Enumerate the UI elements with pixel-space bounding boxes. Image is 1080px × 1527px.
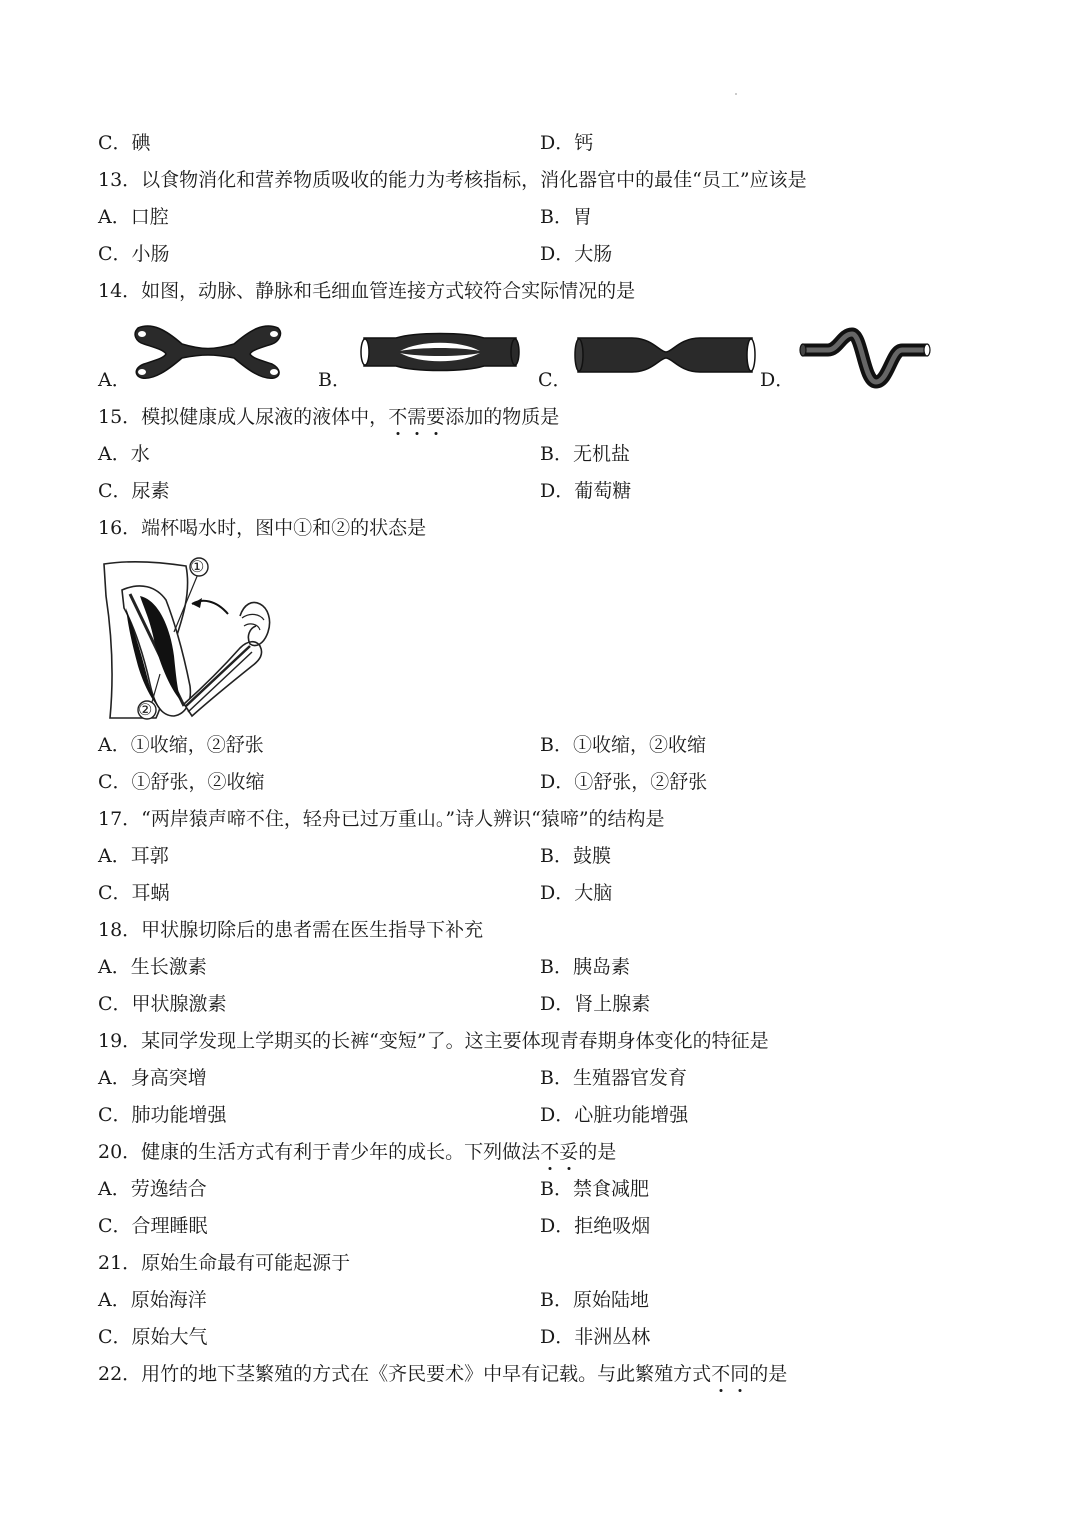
q17-option-c[interactable]: C．耳蜗 xyxy=(98,882,170,904)
q19-option-b[interactable]: B．生殖器官发育 xyxy=(540,1067,687,1089)
q15-option-b[interactable]: B．无机盐 xyxy=(540,443,630,465)
q16-arm-muscle-figure xyxy=(100,556,276,722)
q22-emphasis-1: 不 xyxy=(711,1363,731,1385)
q20-stem-pre: 20．健康的生活方式有利于青少年的成长。下列做法 xyxy=(98,1141,541,1163)
q21-option-d[interactable]: D．非洲丛林 xyxy=(540,1326,651,1348)
q20-stem xyxy=(98,1140,616,1164)
q14-label-b[interactable]: B． xyxy=(318,369,351,391)
q17-stem: 17．“两岸猿声啼不住，轻舟已过万重山。”诗人辨识“猿啼”的结构是 xyxy=(98,808,665,830)
q21-stem: 21．原始生命最有可能起源于 xyxy=(98,1252,351,1274)
q22-stem xyxy=(98,1362,787,1386)
q22-stem-post: 的是 xyxy=(749,1363,788,1385)
q17-option-a[interactable]: A．耳郭 xyxy=(98,845,169,867)
q20-option-a[interactable]: A．劳逸结合 xyxy=(98,1178,207,1200)
q15-emphasis-3: 要 xyxy=(426,406,446,428)
q22-stem-pre: 22．用竹的地下茎繁殖的方式在《齐民要术》中早有记载。与此繁殖方式 xyxy=(98,1363,712,1385)
q15-option-c[interactable]: C．尿素 xyxy=(98,480,170,502)
q15-option-a[interactable]: A．水 xyxy=(98,443,150,465)
q18-option-d[interactable]: D．肾上腺素 xyxy=(540,993,651,1015)
q19-option-c[interactable]: C．肺功能增强 xyxy=(98,1104,227,1126)
q14-figure-c-vessel xyxy=(572,334,758,376)
q16-option-d[interactable]: D．①舒张，②舒张 xyxy=(540,771,708,793)
q18-option-c[interactable]: C．甲状腺激素 xyxy=(98,993,227,1015)
q15-emphasis-1: 不 xyxy=(388,406,408,428)
q13-option-d[interactable]: D．大肠 xyxy=(540,243,613,265)
q14-figure-b-vessel xyxy=(356,330,524,374)
q14-figure-d-vessel xyxy=(798,330,932,386)
q20-stem-post: 的是 xyxy=(578,1141,617,1163)
q20-option-b[interactable]: B．禁食减肥 xyxy=(540,1178,649,1200)
q14-label-d[interactable]: D． xyxy=(760,369,795,391)
q15-stem-post: 添加的物质是 xyxy=(445,406,560,428)
q20-emphasis-2: 妥 xyxy=(559,1141,579,1163)
q14-label-c[interactable]: C． xyxy=(538,369,572,391)
q21-option-b[interactable]: B．原始陆地 xyxy=(540,1289,649,1311)
q19-stem: 19．某同学发现上学期买的长裤“变短”了。这主要体现青春期身体变化的特征是 xyxy=(98,1030,769,1052)
q16-option-a[interactable]: A．①收缩，②舒张 xyxy=(98,734,264,756)
q19-option-d[interactable]: D．心脏功能增强 xyxy=(540,1104,689,1126)
q13-option-b[interactable]: B．胃 xyxy=(540,206,592,228)
q18-option-a[interactable]: A．生长激素 xyxy=(98,956,207,978)
q19-option-a[interactable]: A．身高突增 xyxy=(98,1067,207,1089)
q14-figure-a-vessel xyxy=(132,320,284,380)
q21-option-a[interactable]: A．原始海洋 xyxy=(98,1289,207,1311)
q17-option-b[interactable]: B．鼓膜 xyxy=(540,845,611,867)
q16-option-b[interactable]: B．①收缩，②收缩 xyxy=(540,734,706,756)
q22-emphasis-2: 同 xyxy=(730,1363,750,1385)
q15-stem xyxy=(98,405,559,429)
q16-stem: 16．端杯喝水时，图中①和②的状态是 xyxy=(98,517,427,539)
q15-stem-pre: 15．模拟健康成人尿液的液体中， xyxy=(98,406,389,428)
q16-figure-label-1: ① xyxy=(190,557,205,576)
q17-option-d[interactable]: D．大脑 xyxy=(540,882,613,904)
q16-option-c[interactable]: C．①舒张，②收缩 xyxy=(98,771,265,793)
q15-option-d[interactable]: D．葡萄糖 xyxy=(540,480,632,502)
q13-stem: 13．以食物消化和营养物质吸收的能力为考核指标，消化器官中的最佳“员工”应该是 xyxy=(98,169,807,191)
q12-option-c[interactable]: C．碘 xyxy=(98,132,151,154)
scan-speck xyxy=(735,93,737,95)
q13-option-a[interactable]: A．口腔 xyxy=(98,206,169,228)
q21-option-c[interactable]: C．原始大气 xyxy=(98,1326,208,1348)
q13-option-c[interactable]: C．小肠 xyxy=(98,243,170,265)
q18-option-b[interactable]: B．胰岛素 xyxy=(540,956,630,978)
q20-option-d[interactable]: D．拒绝吸烟 xyxy=(540,1215,651,1237)
q18-stem: 18．甲状腺切除后的患者需在医生指导下补充 xyxy=(98,919,484,941)
q20-option-c[interactable]: C．合理睡眠 xyxy=(98,1215,208,1237)
q12-option-d[interactable]: D．钙 xyxy=(540,132,594,154)
q16-figure-label-2: ② xyxy=(138,700,153,719)
q14-label-a[interactable]: A． xyxy=(98,369,131,391)
q20-emphasis-1: 不 xyxy=(540,1141,560,1163)
q15-emphasis-2: 需 xyxy=(407,406,427,428)
q14-stem: 14．如图，动脉、静脉和毛细血管连接方式较符合实际情况的是 xyxy=(98,280,636,302)
